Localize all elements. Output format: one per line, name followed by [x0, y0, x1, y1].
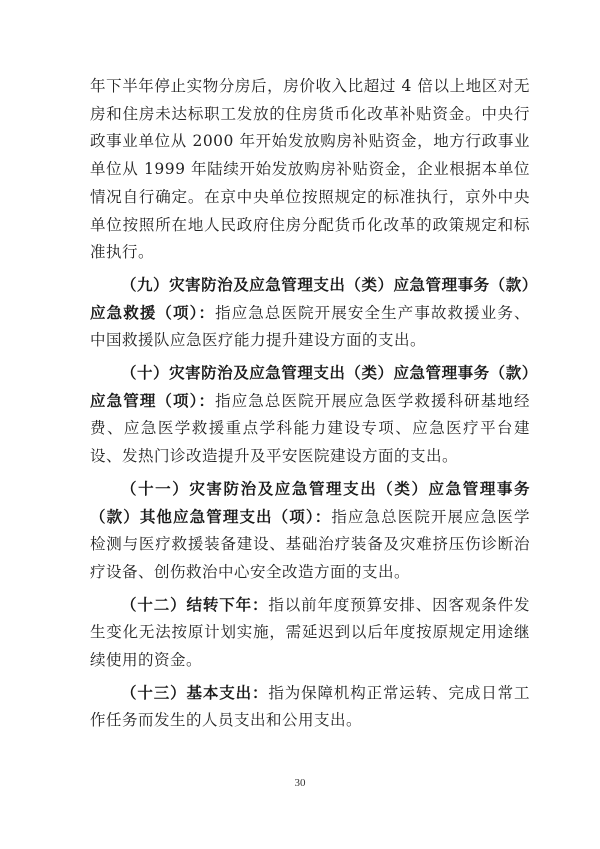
paragraph-item-12: [90, 592, 530, 675]
paragraph-item-11: [90, 476, 530, 587]
item-heading: （十二）结转下年：: [121, 595, 269, 614]
item-heading: （十）灾害防治及应急管理支出（类）应急管理事务（款）应急管理（项）：: [90, 364, 530, 410]
item-body: 指为保障机构正常运转、完成日常工作任务而发生的人员支出和公用支出。: [90, 683, 530, 730]
paragraph-body: 年下半年停止实物分房后，房价收入比超过 4 倍以上地区对无房和住房未达标职工发放的住房货币化改革补贴资金。中央行政事业单位从 2000 年开始发放购房补贴资金，地方行政事业单位从 1999 年陆续开始发放购房补贴资金，企业根据本单位情况自行确定。在京中央单位按照规定的标准执行，京外中央单位按照所在地人民政府住房分配货币化改革的政策规定和标准执行。: [90, 77, 530, 262]
page-number: 30: [294, 777, 306, 789]
body-text: [90, 73, 530, 735]
paragraph-item-13: [90, 680, 530, 735]
paragraph-continuation: [90, 73, 530, 267]
paragraph-item-10: [90, 360, 530, 471]
item-heading: （九）灾害防治及应急管理支出（类）应急管理事务（款）应急救援（项）：: [90, 275, 530, 322]
item-heading: （十三）基本支出：: [121, 683, 269, 702]
paragraph-item-9: [90, 272, 530, 355]
item-body: 指应急总医院开展安全生产事故救援业务、中国救援队应急医疗能力提升建设方面的支出。: [90, 303, 530, 350]
item-body: 指以前年度预算安排、因客观条件发生变化无法按原计划实施，需延迟到以后年度按原规定用途继续使用的资金。: [90, 595, 530, 670]
item-heading: （十一）灾害防治及应急管理支出（类）应急管理事务（款）其他应急管理支出（项）：: [90, 479, 530, 526]
item-body: 指应急总医院开展应急医学救援科研基地经费、应急医学救援重点学科能力建设专项、应急医疗平台建设、发热门诊改造提升及平安医院建设方面的支出。: [90, 391, 530, 466]
item-body: 指应急总医院开展应急医学检测与医疗救援装备建设、基础治疗装备及灾难挤压伤诊断治疗设备、创伤救治中心安全改造方面的支出。: [90, 507, 530, 581]
